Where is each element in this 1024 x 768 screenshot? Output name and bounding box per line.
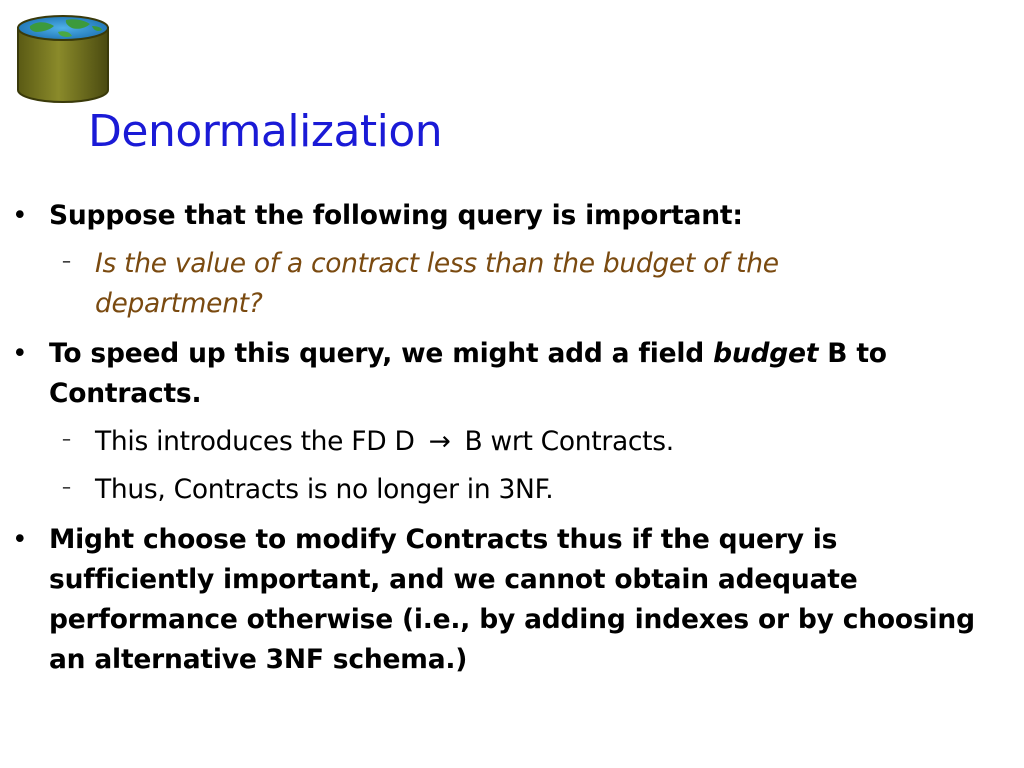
- bullet-icon: •: [12, 200, 28, 231]
- bullet-icon: •: [12, 338, 28, 369]
- right-arrow-icon: →: [428, 426, 451, 457]
- dash-icon: –: [62, 251, 71, 272]
- bullet-text-after: B to Contracts.: [49, 338, 887, 409]
- bullet-icon: •: [12, 524, 28, 555]
- fd-text-after: B wrt Contracts.: [464, 426, 674, 457]
- sub-bullet-item-1: [0, 244, 925, 324]
- dash-icon: –: [62, 477, 71, 498]
- bullet-text: Might choose to modify Contracts thus if the query is sufficiently important, and we cannot obtain adequate performance otherwise (i.e., by adding indexes or by choosing an alternative 3NF schema.): [49, 524, 975, 675]
- bullet-emphasis: budget: [713, 338, 819, 369]
- bullet-text-before: To speed up this query, we might add a field: [49, 338, 714, 369]
- sub-bullet-item-2: [0, 422, 925, 462]
- bullet-list: [0, 196, 1024, 680]
- globe-database-icon: [14, 12, 114, 108]
- page-title: Denormalization: [88, 106, 443, 157]
- fd-text-before: This introduces the FD D: [95, 426, 415, 457]
- bullet-item-2: [0, 334, 999, 414]
- dash-icon: –: [62, 429, 71, 450]
- bullet-text: Suppose that the following query is important:: [49, 200, 743, 231]
- bullet-item-3: [0, 520, 999, 680]
- bullet-item-1: [0, 196, 999, 236]
- sub-bullet-text: Thus, Contracts is no longer in 3NF.: [95, 474, 554, 505]
- sub-bullet-item-3: [0, 470, 925, 510]
- sub-bullet-text: Is the value of a contract less than the budget of the department?: [95, 248, 779, 319]
